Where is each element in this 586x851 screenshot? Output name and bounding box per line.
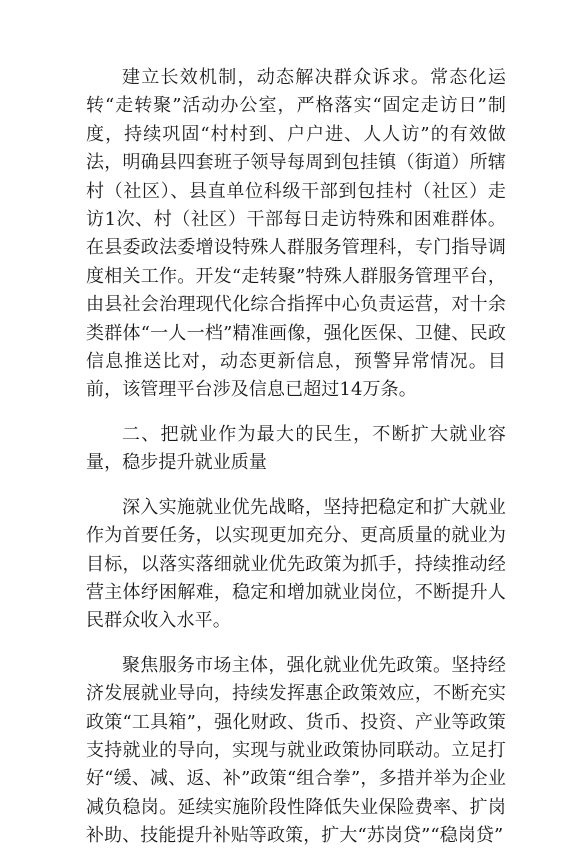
paragraph-market-entities: 聚焦服务市场主体，强化就业优先政策。坚持经济发展就业导向，持续发挥惠企政策效应，不断充实政策“工具箱”，强化财政、货币、投资、产业等政策支持就业的导向，实现与就业政策协同联动。立足打好“缓、减、返、补”政策“组合拳”，多措并举为企业减负稳岗。延续实施阶段性降低失业保险费率、扩岗补助、技能提升补贴等政策，扩大“苏岗贷”“稳岗贷” bbox=[86, 654, 506, 847]
section-heading-employment: 二、把就业作为最大的民生，不断扩大就业容量，稳步提升就业质量 bbox=[86, 423, 506, 474]
paragraph-employment-priority: 深入实施就业优先战略，坚持把稳定和扩大就业作为首要任务，以实现更加充分、更高质量的就业为目标，以落实落细就业优先政策为抓手，持续推动经营主体纾困解难，稳定和增加就业岗位，不断提升人民群众收入水平。 bbox=[86, 496, 506, 632]
paragraph-long-term-mechanism: 建立长效机制，动态解决群众诉求。常态化运转“走转聚”活动办公室，严格落实“固定走访日”制度，持续巩固“村村到、户户进、人人访”的有效做法，明确县四套班子领导每周到包挂镇（街道）所辖村（社区）、县直单位科级干部到包挂村（社区）走访1次、村（社区）干部每日走访特殊和困难群体。在县委政法委增设特殊人群服务管理科，专门指导调度相关工作。开发“走转聚”特殊人群服务管理平台，由县社会治理现代化综合指挥中心负责运营，对十余类群体“一人一档”精准画像，强化医保、卫健、民政信息推送比对，动态更新信息，预警异常情况。目前，该管理平台涉及信息已超过14万条。 bbox=[86, 67, 506, 401]
document-body bbox=[86, 64, 506, 851]
